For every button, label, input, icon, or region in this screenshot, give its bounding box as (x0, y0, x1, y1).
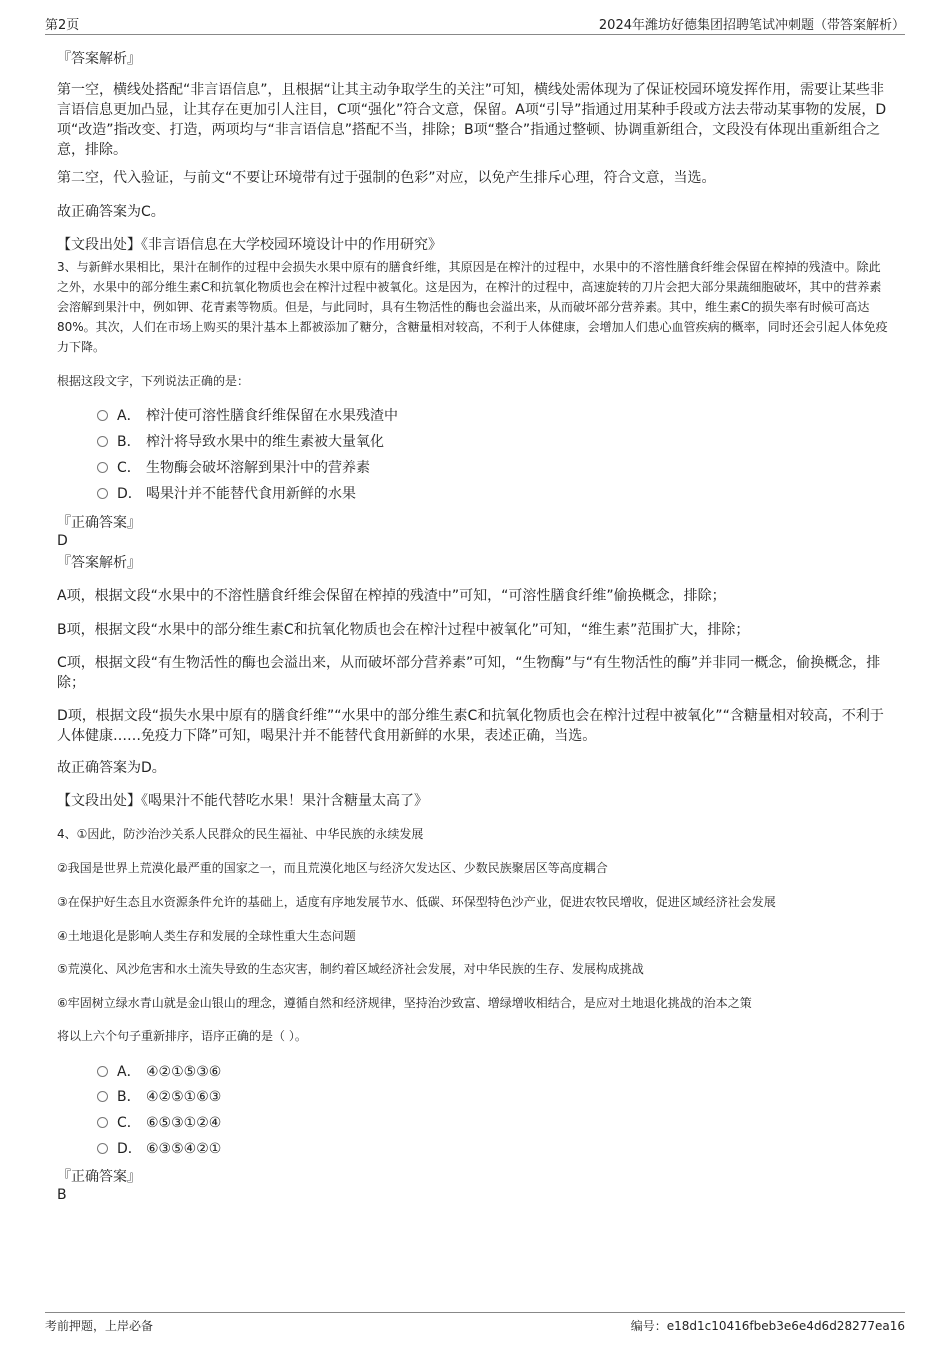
q4-option-d[interactable] (97, 1139, 221, 1159)
option-letter: D． (117, 1141, 142, 1157)
radio-icon[interactable] (97, 462, 108, 473)
page-footer (45, 1312, 905, 1333)
q4-sentence-1: 4、①因此，防沙治沙关系人民群众的民生福祉、中华民族的永续发展 (57, 827, 424, 841)
option-text: ④②①⑤③⑥ (146, 1064, 222, 1080)
q4-prompt: 将以上六个句子重新排序，语序正确的是（ ）。 (57, 1029, 307, 1043)
q3-analysis-b: B项，根据文段“水果中的部分维生素C和抗氧化物质也会在榨汁过程中被氧化”可知，“维生素”范围扩大，排除； (57, 622, 750, 638)
q4-sentence-3: ③在保护好生态且水资源条件允许的基础上，适度有序地发展节水、低碳、环保型特色沙产业，促进农牧民增收，促进区域经济社会发展 (57, 895, 776, 909)
option-letter: D． (117, 486, 142, 502)
radio-icon[interactable] (97, 1117, 108, 1128)
option-text: 生物酶会破坏溶解到果汁中的营养素 (146, 460, 370, 476)
radio-icon[interactable] (97, 1091, 108, 1102)
page-header (45, 14, 905, 35)
option-text: ⑥⑤③①②④ (146, 1115, 222, 1131)
q2-conclusion: 故正确答案为C。 (57, 204, 165, 220)
q3-analysis-d: D项，根据文段“损失水果中原有的膳食纤维”“水果中的部分维生素C和抗氧化物质也会在榨汁过程中被氧化”“含糖量相对较高，不利于人体健康……免疫力下降”可知，喝果汁并不能替代食用新鲜的水果，表述正确，当选。 (57, 708, 884, 744)
q3-conclusion: 故正确答案为D。 (57, 760, 166, 776)
q2-source: 【文段出处】《非言语信息在大学校园环境设计中的作用研究》 (57, 237, 442, 253)
option-text: 榨汁将导致水果中的维生素被大量氧化 (146, 434, 384, 450)
option-text: ④②⑤①⑥③ (146, 1089, 222, 1105)
q3-analysis-label: 『答案解析』 (57, 555, 141, 571)
q2-analysis-p2: 第二空，代入验证，与前文“不要让环境带有过于强制的色彩”对应，以免产生排斥心理，符合文意，当选。 (57, 170, 716, 186)
q4-sentence-2: ②我国是世界上荒漠化最严重的国家之一，而且荒漠化地区与经济欠发达区、少数民族聚居区等高度耦合 (57, 861, 608, 875)
q4-sentence-4: ④土地退化是影响人类生存和发展的全球性重大生态问题 (57, 929, 356, 943)
q3-analysis-c: C项，根据文段“有生物活性的酶也会溢出来，从而破坏部分营养素”可知，“生物酶”与“有生物活性的酶”并非同一概念，偷换概念，排除； (57, 655, 881, 691)
option-letter: B． (117, 1089, 141, 1105)
radio-icon[interactable] (97, 410, 108, 421)
q3-option-b[interactable] (97, 432, 384, 452)
q3-answer: D (57, 533, 68, 549)
radio-icon[interactable] (97, 1143, 108, 1154)
footer-slogan: 考前押题，上岸必备 (45, 1319, 154, 1333)
q3-source: 【文段出处】《喝果汁不能代替吃水果！果汁含糖量太高了》 (57, 793, 428, 809)
radio-icon[interactable] (97, 436, 108, 447)
q3-prompt: 根据这段文字，下列说法正确的是： (57, 374, 250, 388)
page-number: 第2页 (45, 18, 80, 33)
q2-analysis-p1: 第一空，横线处搭配“非言语信息”，且根据“让其主动争取学生的关注”可知，横线处需体现为了保证校园环境发挥作用，需要让某些非言语信息更加凸显，让其存在更加引人注目，C项“强化”符合文意，保留。A项“引导”指通过用某种手段或方法去带动某事物的发展，D项“改造”指改变、打造，两项均与“非言语信息”搭配不当，排除；B项“整合”指通过整顿、协调重新组合，文段没有体现出重新组合之意，排除。 (57, 82, 887, 158)
q3-answer-label: 『正确答案』 (57, 515, 141, 531)
q3-option-d[interactable] (97, 484, 356, 504)
radio-icon[interactable] (97, 1066, 108, 1077)
radio-icon[interactable] (97, 488, 108, 499)
option-text: 喝果汁并不能替代食用新鲜的水果 (146, 486, 356, 502)
q3-stem: 3、与新鲜水果相比，果汁在制作的过程中会损失水果中原有的膳食纤维，其原因是在榨汁的过程中，水果中的不溶性膳食纤维会保留在榨掉的残渣中。除此之外，水果中的部分维生素C和抗氧化物质也会在榨汁过程中被氧化。这是因为，在榨汁的过程中，高速旋转的刀片会把大部分果蔬细胞破坏，其中的营养素会溶解到果汁中，例如钾、花青素等物质。但是，与此同时，具有生物活性的酶也会溢出来，从而破坏部分营养素。其中，维生素C的损失率有时候可高达80%。其次，人们在市场上购买的果汁基本上都被添加了糖分，含糖量相对较高，不利于人体健康，会增加人们患心血管疾病的概率，同时还会引起人体免疫力下降。 (57, 260, 888, 354)
q4-sentence-6: ⑥牢固树立绿水青山就是金山银山的理念，遵循自然和经济规律，坚持治沙致富、增绿增收相结合，是应对土地退化挑战的治本之策 (57, 996, 752, 1010)
option-letter: A． (117, 408, 141, 424)
q4-option-a[interactable] (97, 1062, 221, 1082)
q3-option-c[interactable] (97, 458, 370, 478)
option-letter: C． (117, 1115, 141, 1131)
q3-option-a[interactable] (97, 406, 398, 426)
option-text: ⑥③⑤④②① (146, 1141, 222, 1157)
option-text: 榨汁使可溶性膳食纤维保留在水果残渣中 (146, 408, 398, 424)
q4-answer: B (57, 1187, 67, 1203)
footer-serial: 编号：e18d1c10416fbeb3e6e4d6d28277ea16 (630, 1319, 905, 1333)
q4-sentence-5: ⑤荒漠化、风沙危害和水土流失导致的生态灾害，制约着区域经济社会发展，对中华民族的生存、发展构成挑战 (57, 962, 644, 976)
q2-analysis-label: 『答案解析』 (57, 51, 141, 67)
q4-option-b[interactable] (97, 1087, 221, 1107)
option-letter: B． (117, 434, 141, 450)
option-letter: A． (117, 1064, 141, 1080)
option-letter: C． (117, 460, 141, 476)
q4-option-c[interactable] (97, 1113, 221, 1133)
document-title: 2024年潍坊好德集团招聘笔试冲刺题（带答案解析） (598, 18, 905, 33)
q3-analysis-a: A项，根据文段“水果中的不溶性膳食纤维会保留在榨掉的残渣中”可知，“可溶性膳食纤维”偷换概念，排除； (57, 588, 726, 604)
q4-answer-label: 『正确答案』 (57, 1169, 141, 1185)
